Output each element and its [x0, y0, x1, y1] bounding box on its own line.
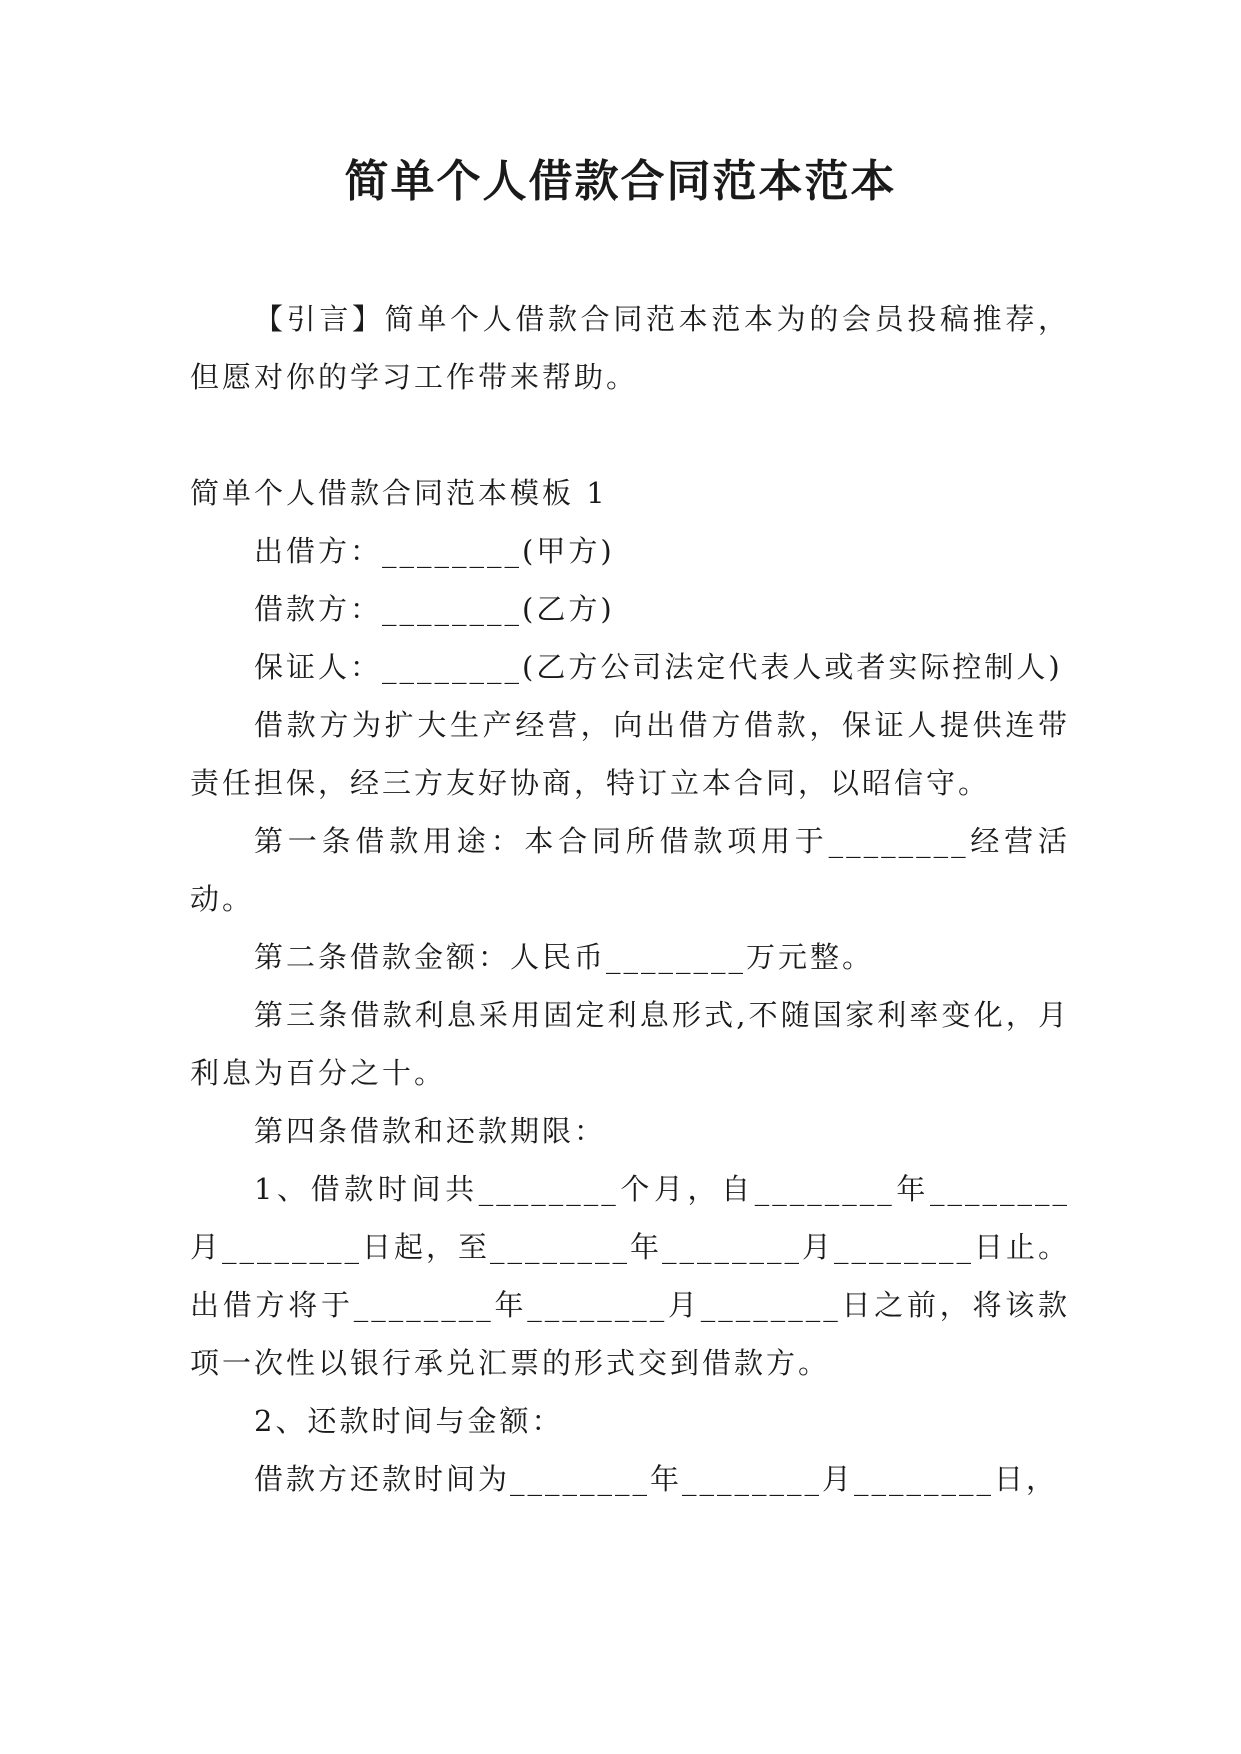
borrower-line: 借款方：________(乙方): [254, 592, 615, 626]
lender-line: 出借方：________(甲方): [254, 534, 615, 568]
article-4-clause-2: 2、还款时间与金额：: [254, 1404, 564, 1438]
article-2: 第二条借款金额：人民币________万元整。: [254, 940, 875, 974]
section-heading: 简单个人借款合同范本模板 1: [190, 476, 608, 510]
document-body: [190, 290, 1070, 1508]
repayment-line: 借款方还款时间为________年________月________日，: [254, 1462, 1059, 1496]
article-4-clause-1: 1、借款时间共________个月，自________年________月________日起，至________年________月________日止。出借方将于________年________月________日之前，将该款项一次性以银行承兑汇票的形式交到借款方。: [190, 1172, 1071, 1380]
paragraph-gap: [190, 406, 1070, 464]
preamble-paragraph: 借款方为扩大生产经营，向出借方借款，保证人提供连带责任担保，经三方友好协商，特订立本合同，以昭信守。: [190, 708, 1070, 800]
article-1: 第一条借款用途：本合同所借款项用于________经营活动。: [190, 824, 1070, 916]
article-4: 第四条借款和还款期限：: [254, 1114, 607, 1148]
document-title: 简单个人借款合同范本范本: [344, 156, 897, 207]
article-3: 第三条借款利息采用固定利息形式,不随国家利率变化，月利息为百分之十。: [190, 998, 1070, 1090]
guarantor-line: 保证人：________(乙方公司法定代表人或者实际控制人): [254, 650, 1063, 684]
intro-paragraph: 【引言】简单个人借款合同范本范本为的会员投稿推荐，但愿对你的学习工作带来帮助。: [190, 302, 1070, 394]
